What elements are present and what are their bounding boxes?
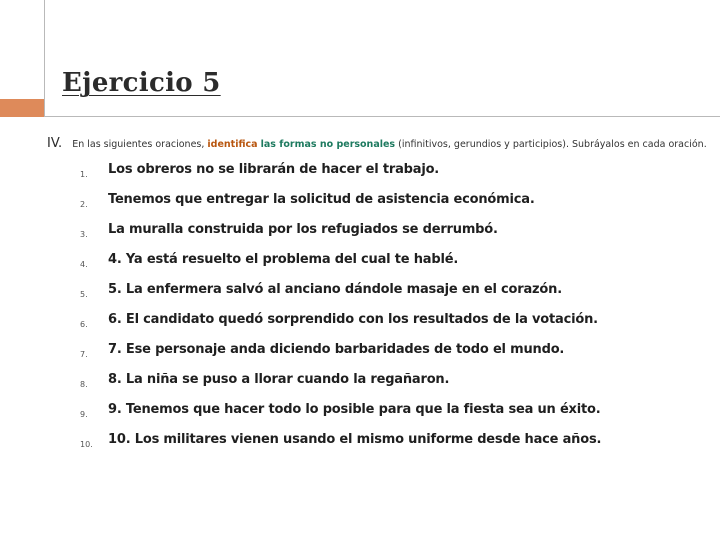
section-numeral: IV.	[47, 136, 63, 151]
item-number: 5.	[80, 290, 88, 299]
item-number: 10.	[80, 440, 93, 449]
sentence-text: 9. Tenemos que hacer todo lo posible para que la fiesta sea un éxito.	[108, 402, 601, 417]
item-number: 6.	[80, 320, 88, 329]
keyword-identifica: identifica	[207, 139, 258, 150]
sentence-text: 7. Ese personaje anda diciendo barbaridades de todo el mundo.	[108, 342, 565, 357]
item-number: 8.	[80, 380, 88, 389]
sentence-text: 5. La enfermera salvó al anciano dándole masaje en el corazón.	[108, 282, 562, 297]
item-number: 2.	[80, 200, 88, 209]
sentence-text: 8. La niña se puso a llorar cuando la regañaron.	[108, 372, 450, 387]
sentence-text: 10. Los militares vienen usando el mismo uniforme desde hace años.	[108, 432, 602, 447]
item-number: 7.	[80, 350, 88, 359]
item-number: 3.	[80, 230, 88, 239]
item-number: 9.	[80, 410, 88, 419]
sentence-text: Tenemos que entregar la solicitud de asistencia económica.	[108, 192, 535, 207]
sentence-text: 4. Ya está resuelto el problema del cual te hablé.	[108, 252, 459, 267]
item-number: 4.	[80, 260, 88, 269]
instruction-before: En las siguientes oraciones,	[72, 139, 208, 150]
instruction-text	[47, 136, 707, 151]
item-number: 1.	[80, 170, 88, 179]
sentence-text: La muralla construida por los refugiados se derrumbó.	[108, 222, 498, 237]
slide-frame-lines	[44, 0, 720, 117]
sentence-text: 6. El candidato quedó sorprendido con los resultados de la votación.	[108, 312, 598, 327]
keyword-formas-no-personales: las formas no personales	[260, 139, 396, 150]
accent-block	[0, 99, 44, 117]
slide-title: Ejercicio 5	[62, 68, 221, 98]
sentence-text: Los obreros no se librarán de hacer el trabajo.	[108, 162, 440, 177]
instruction-after: (infinitivos, gerundios y participios). Subráyalos en cada oración.	[395, 139, 707, 150]
